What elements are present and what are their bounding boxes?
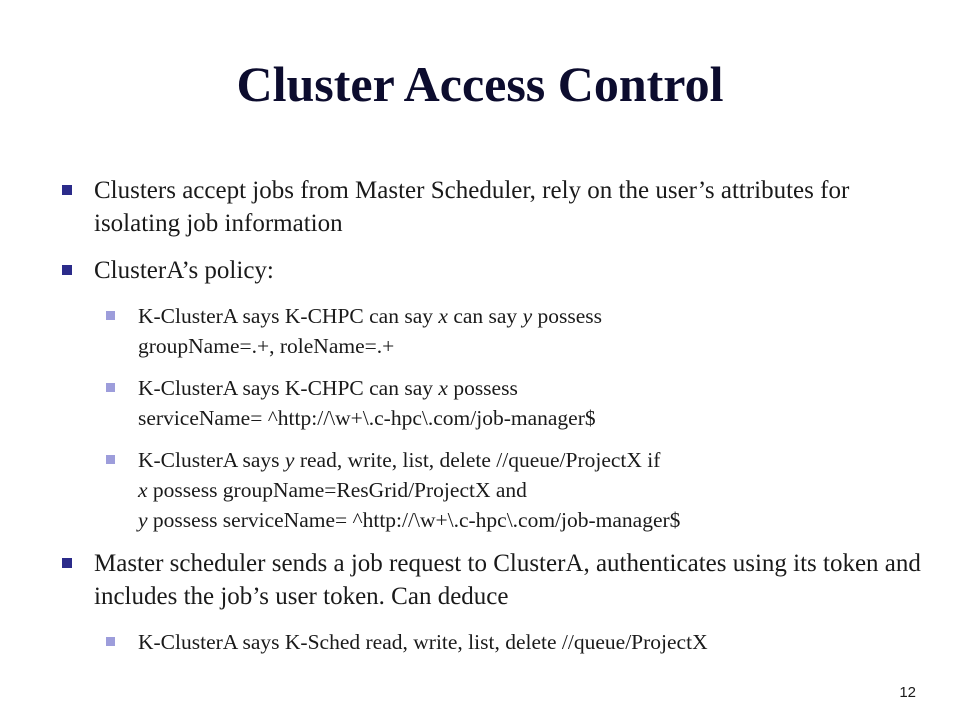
policy-2-line-2: serviceName= ^http://\w+\.c-hpc\.com/job-manager$ (138, 406, 596, 430)
policy-1-line-1 (138, 301, 938, 331)
text-segment: possess serviceName= ^http://\w+\.c-hpc\.com/job-manager$ (147, 508, 681, 532)
policy-2-line-1 (138, 373, 938, 403)
variable-x: x (138, 478, 148, 502)
variable-y: y (522, 304, 533, 328)
slide-body (58, 174, 938, 669)
sub-bullet-deduction (58, 627, 938, 657)
square-sub-bullet-icon (106, 455, 115, 464)
policy-1-line-2: groupName=.+, roleName=.+ (138, 334, 395, 358)
square-sub-bullet-icon (106, 637, 115, 646)
text-segment: possess (532, 304, 602, 328)
deduction-line: K-ClusterA says K-Sched read, write, list, delete //queue/ProjectX (138, 630, 708, 654)
square-bullet-icon (62, 265, 72, 275)
policy-3-line-2 (138, 475, 938, 505)
text-segment: can say (447, 304, 523, 328)
variable-x: x (438, 376, 448, 400)
text-segment: K-ClusterA says K-CHPC can say (138, 376, 439, 400)
variable-x: x (438, 304, 448, 328)
policy-3-line-1 (138, 445, 938, 475)
slide-title: Cluster Access Control (236, 56, 724, 112)
text-segment: read, write, list, delete //queue/ProjectX if (294, 448, 661, 472)
sub-bullet-policy-3 (58, 445, 938, 535)
text-segment: possess (447, 376, 518, 400)
sub-bullet-policy-2 (58, 373, 938, 433)
bullet-text: Master scheduler sends a job request to ClusterA, authenticates using its token and includes the job’s user token. Can deduce (94, 550, 921, 610)
page-number: 12 (899, 684, 916, 701)
bullet-clustera-policy (58, 254, 938, 287)
bullet-text: ClusterA’s policy: (94, 257, 274, 284)
square-sub-bullet-icon (106, 383, 115, 392)
text-segment: K-ClusterA says K-CHPC can say (138, 304, 439, 328)
square-sub-bullet-icon (106, 311, 115, 320)
text-segment: K-ClusterA says (138, 448, 285, 472)
bullet-clusters-accept-jobs (58, 174, 938, 240)
sub-bullet-policy-1 (58, 301, 938, 361)
policy-3-line-3 (138, 505, 938, 535)
square-bullet-icon (62, 185, 72, 195)
bullet-master-scheduler (58, 547, 938, 613)
variable-y: y (284, 448, 295, 472)
text-segment: possess groupName=ResGrid/ProjectX and (147, 478, 527, 502)
bullet-text: Clusters accept jobs from Master Scheduler, rely on the user’s attributes for isolating job information (94, 177, 850, 237)
square-bullet-icon (62, 558, 72, 568)
variable-y: y (138, 508, 148, 532)
